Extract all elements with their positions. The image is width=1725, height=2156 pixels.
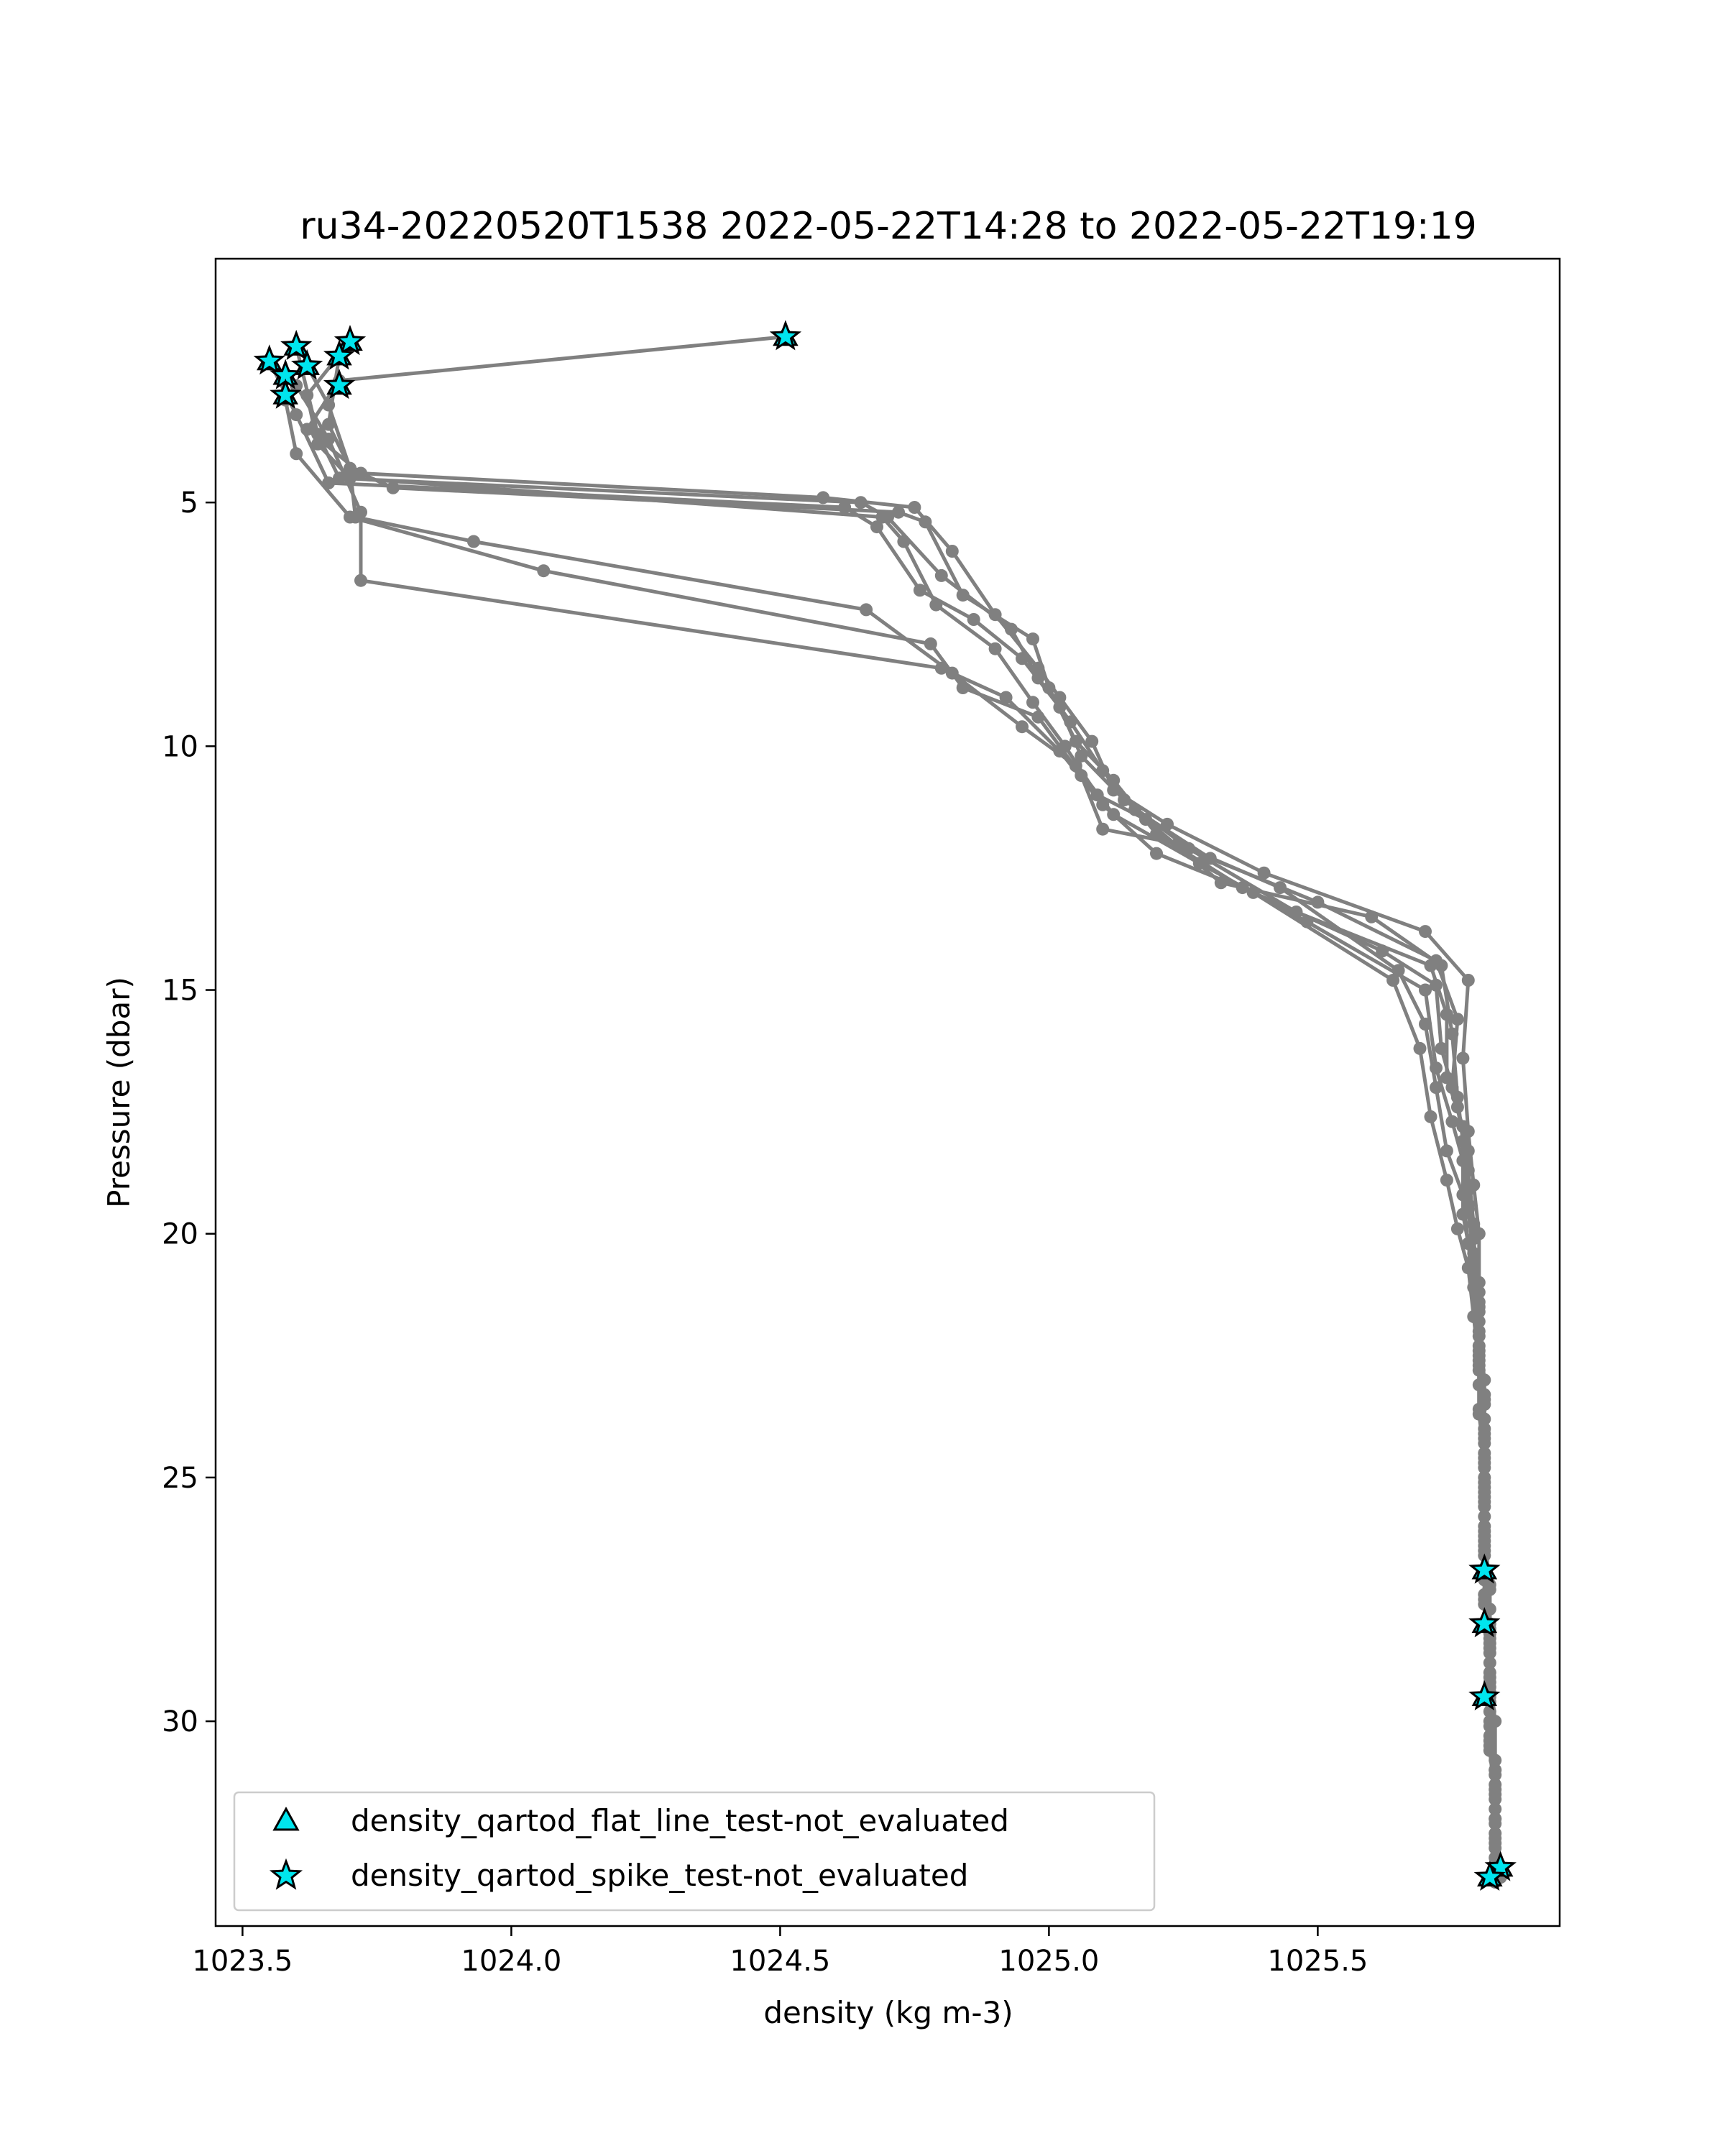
data-point	[860, 603, 873, 616]
data-point	[1016, 652, 1029, 665]
data-point	[1026, 632, 1039, 645]
data-point	[1096, 798, 1109, 811]
y-tick-label: 10	[162, 730, 198, 764]
data-point	[1473, 1408, 1486, 1421]
data-point	[1172, 837, 1184, 850]
data-point	[1489, 1754, 1501, 1766]
data-point	[1430, 1081, 1443, 1094]
data-point	[1425, 1110, 1438, 1123]
data-point	[537, 564, 550, 577]
data-point	[919, 515, 932, 528]
data-point	[1274, 881, 1287, 894]
data-point	[892, 506, 905, 519]
data-point	[838, 501, 851, 514]
data-point	[1473, 1359, 1486, 1372]
data-point	[957, 681, 970, 694]
y-tick-label: 5	[180, 487, 198, 520]
y-tick-label: 20	[162, 1217, 198, 1251]
x-tick-label: 1024.5	[730, 1945, 831, 1978]
data-point	[354, 574, 367, 587]
data-point	[1435, 959, 1448, 972]
data-point	[290, 447, 303, 460]
x-axis-label: density (kg m-3)	[763, 1995, 1013, 2030]
data-point	[1419, 1018, 1432, 1031]
data-point	[1462, 974, 1475, 987]
x-tick-label: 1024.0	[461, 1945, 562, 1978]
x-tick-label: 1025.0	[998, 1945, 1100, 1978]
data-point	[1107, 774, 1120, 787]
data-point	[1445, 1115, 1458, 1128]
data-point	[1435, 1042, 1448, 1055]
data-point	[935, 662, 948, 675]
data-point	[876, 511, 889, 524]
data-point	[897, 535, 910, 548]
data-point	[1016, 720, 1029, 733]
data-point	[924, 637, 937, 650]
data-point	[1096, 823, 1109, 836]
data-point	[1000, 691, 1013, 704]
data-point	[354, 506, 367, 519]
data-point	[929, 599, 942, 612]
data-point	[1451, 1222, 1464, 1235]
data-point	[1484, 1657, 1496, 1669]
data-point	[935, 569, 948, 582]
y-axis-label: Pressure (dbar)	[101, 977, 137, 1208]
data-point	[1456, 1052, 1469, 1065]
legend	[234, 1792, 1154, 1910]
data-point	[1414, 1042, 1427, 1055]
data-point	[1478, 1452, 1491, 1465]
data-point	[1451, 1091, 1464, 1104]
data-point	[467, 535, 480, 548]
data-point	[967, 613, 980, 626]
data-point	[1365, 911, 1378, 923]
data-point	[1386, 974, 1399, 987]
data-point	[1031, 711, 1044, 724]
data-point	[322, 433, 335, 446]
data-point	[908, 501, 921, 514]
x-tick-label: 1025.5	[1267, 1945, 1368, 1978]
data-point	[344, 462, 356, 475]
data-point	[1042, 681, 1055, 694]
data-point	[1053, 745, 1066, 757]
legend-label-flat-line: density_qartod_flat_line_test-not_evaluated	[351, 1803, 1009, 1838]
data-point	[1150, 847, 1163, 860]
data-point	[1478, 1496, 1491, 1508]
data-point	[1445, 1028, 1458, 1041]
data-point	[1247, 886, 1260, 899]
data-point	[1419, 984, 1432, 997]
data-point	[946, 545, 959, 558]
y-tick-label: 15	[162, 974, 198, 1008]
data-point	[290, 408, 303, 421]
data-point	[855, 496, 868, 509]
data-point	[1026, 696, 1039, 709]
data-point	[1489, 1802, 1501, 1815]
data-point	[1419, 925, 1432, 938]
y-tick-label: 25	[162, 1461, 198, 1495]
data-point	[1139, 813, 1152, 826]
data-point	[1467, 1310, 1480, 1323]
y-tick-label: 30	[162, 1705, 198, 1739]
x-tick-label: 1023.5	[192, 1945, 293, 1978]
data-point	[957, 589, 970, 602]
data-point	[1462, 1261, 1475, 1274]
data-point	[989, 642, 1002, 655]
data-point	[1456, 1154, 1469, 1167]
legend-label-spike: density_qartod_spike_test-not_evaluated	[351, 1858, 969, 1893]
chart-title: ru34-20220520T1538 2022-05-22T14:28 to 2022-05-22T19:19	[300, 205, 1477, 248]
plot-area	[216, 259, 1560, 1926]
data-point	[1440, 1174, 1453, 1187]
data-point	[1456, 1189, 1469, 1202]
